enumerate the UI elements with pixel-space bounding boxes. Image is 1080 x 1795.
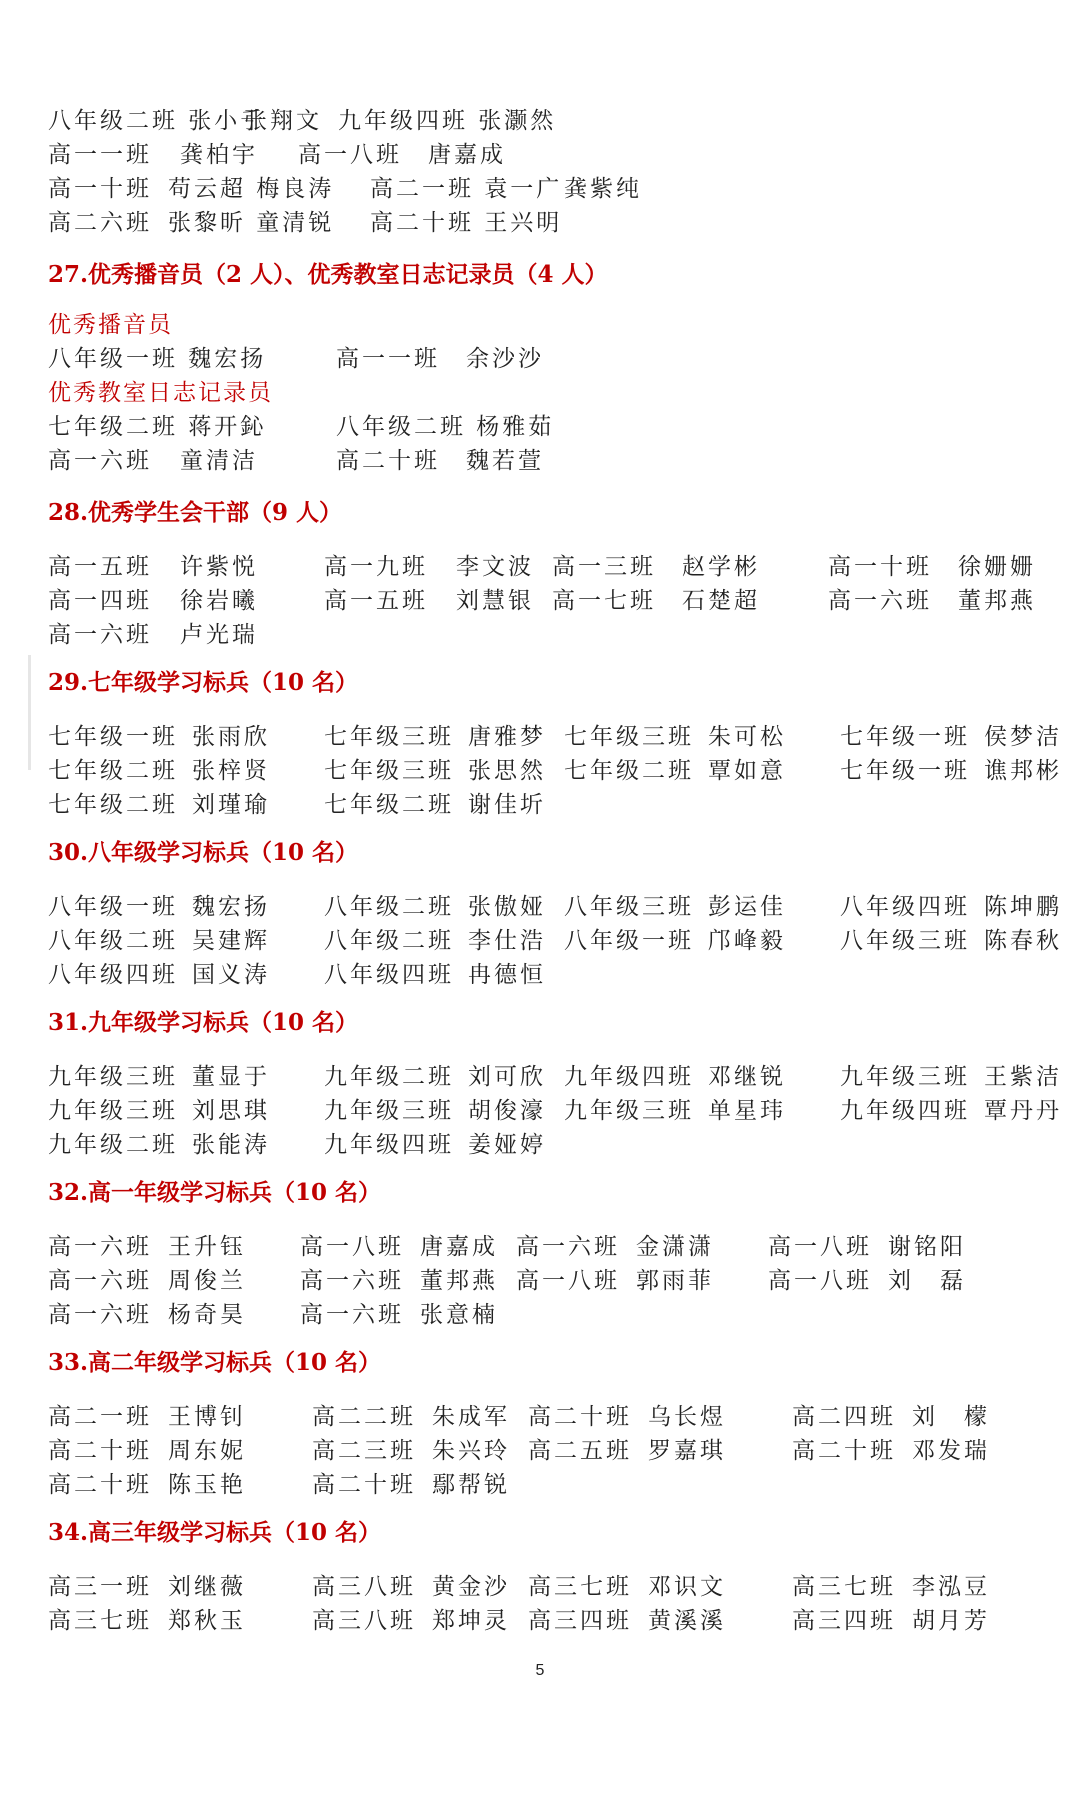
- class-label: 九年级四班: [840, 1098, 970, 1124]
- student-name: 侯梦洁: [984, 724, 1062, 750]
- list-row: [48, 1060, 1062, 1094]
- class-label: 七年级三班: [324, 724, 454, 750]
- student-name: 张能涛: [192, 1132, 270, 1158]
- student-name: 周东妮: [168, 1438, 246, 1464]
- class-name-entry: 七年级二班 蒋开鈊: [48, 414, 267, 440]
- student-name: 刘慧银: [456, 588, 534, 614]
- class-label: 九年级四班: [564, 1064, 694, 1090]
- class-label: 高二一班: [48, 1404, 152, 1430]
- student-name: 朱成军: [432, 1404, 510, 1430]
- student-name: 郑秋玉: [168, 1608, 246, 1634]
- section-33: [48, 1346, 990, 1502]
- class-label: 九年级三班: [324, 1098, 454, 1124]
- class-label: 高二十班: [792, 1438, 896, 1464]
- list-row: [48, 444, 608, 478]
- class-label: 高一十班: [828, 554, 932, 580]
- section-34: [48, 1516, 990, 1638]
- class-label: 高二五班: [528, 1438, 632, 1464]
- subheading-log-recorder: 优秀教室日志记录员: [48, 380, 273, 406]
- list-row: [48, 1604, 990, 1638]
- class-label: 八年级三班: [564, 894, 694, 920]
- class-label: 九年级三班: [564, 1098, 694, 1124]
- section-title: 28.优秀学生会干部（9 人）: [48, 499, 343, 526]
- class-label: 高一六班: [516, 1234, 620, 1260]
- student-name: 谢铭阳: [888, 1234, 966, 1260]
- student-name: 单星玮: [708, 1098, 786, 1124]
- page-number: 5: [535, 1662, 545, 1679]
- class-label: 高一六班: [300, 1302, 404, 1328]
- student-name: 许紫悦: [180, 554, 258, 580]
- class-name-entry: 高二十班 王兴明: [370, 210, 563, 236]
- list-row: [48, 410, 608, 444]
- class-label: 七年级二班: [48, 758, 178, 784]
- class-label: 高一六班: [300, 1268, 404, 1294]
- class-label: 高三四班: [792, 1608, 896, 1634]
- student-name: 陈春秋: [984, 928, 1062, 954]
- class-label: 高一六班: [48, 1234, 152, 1260]
- class-label: 高二十班: [528, 1404, 632, 1430]
- student-name: 苟云超 梅良涛: [168, 176, 335, 202]
- list-row: [48, 1128, 546, 1162]
- student-name: 余沙沙: [466, 346, 544, 372]
- section-29: [48, 666, 1062, 822]
- class-label: 九年级二班: [324, 1064, 454, 1090]
- section-30: [48, 836, 1062, 992]
- student-name: 陈坤鹏: [984, 894, 1062, 920]
- student-name: 徐岩曦: [180, 588, 258, 614]
- student-name: 乌长煜: [648, 1404, 726, 1430]
- list-row: [48, 1570, 990, 1604]
- class-label: 九年级三班: [840, 1064, 970, 1090]
- class-label: 九年级二班: [48, 1132, 178, 1158]
- list-row: [48, 1468, 510, 1502]
- list-row: [48, 342, 608, 376]
- student-name: 石楚超: [682, 588, 760, 614]
- list-row: [48, 1230, 966, 1264]
- class-label: 高三七班: [528, 1574, 632, 1600]
- student-name: 邓发瑞: [912, 1438, 990, 1464]
- list-row: [48, 890, 1062, 924]
- class-label: 八年级四班: [48, 962, 178, 988]
- student-name: 张意楠: [420, 1302, 498, 1328]
- class-label: 高一五班: [48, 554, 152, 580]
- student-name: 刘瑾瑜: [192, 792, 270, 818]
- class-name-entry: 八年级二班 张小千: [48, 108, 267, 134]
- list-row: [48, 1094, 1062, 1128]
- class-label: 七年级三班: [324, 758, 454, 784]
- student-name: 刘 檬: [912, 1404, 990, 1430]
- student-name: 邓继锐: [708, 1064, 786, 1090]
- class-label: 高一八班: [768, 1234, 872, 1260]
- class-label: 高一十班: [48, 176, 152, 202]
- class-label: 八年级二班: [324, 894, 454, 920]
- class-label: 高二十班: [48, 1438, 152, 1464]
- class-label: 高一八班: [768, 1268, 872, 1294]
- student-name: 李泓豆: [912, 1574, 990, 1600]
- list-row: [48, 788, 546, 822]
- section-28: [48, 496, 1036, 652]
- student-name: 张翔文: [244, 108, 322, 134]
- class-label: 高一六班: [828, 588, 932, 614]
- class-label: 八年级四班: [324, 962, 454, 988]
- student-name: 覃如意: [708, 758, 786, 784]
- class-label: 九年级四班: [324, 1132, 454, 1158]
- student-name: 覃丹丹: [984, 1098, 1062, 1124]
- student-name: 胡俊濠: [468, 1098, 546, 1124]
- student-name: 谯邦彬: [984, 758, 1062, 784]
- class-label: 高一五班: [324, 588, 428, 614]
- list-row: [48, 618, 342, 652]
- student-name: 董显于: [192, 1064, 270, 1090]
- student-name: 刘可欣: [468, 1064, 546, 1090]
- list-row: [48, 550, 1036, 584]
- class-label: 七年级三班: [564, 724, 694, 750]
- section-title: 34.高三年级学习标兵（10 名）: [48, 1519, 382, 1546]
- student-name: 冉德恒: [468, 962, 546, 988]
- list-row: [48, 584, 1036, 618]
- list-row: [48, 1264, 966, 1298]
- student-name: 王升钰: [168, 1234, 246, 1260]
- section-title: 32.高一年级学习标兵（10 名）: [48, 1179, 382, 1206]
- student-name: 吴建辉: [192, 928, 270, 954]
- class-name-entry: 八年级二班 杨雅茹: [336, 414, 555, 440]
- class-label: 高一八班: [516, 1268, 620, 1294]
- student-name: 龚柏宇: [180, 142, 258, 168]
- list-row: [48, 1434, 990, 1468]
- student-name: 杨奇昊: [168, 1302, 246, 1328]
- class-label: 高二四班: [792, 1404, 896, 1430]
- class-label: 九年级三班: [48, 1098, 178, 1124]
- class-label: 高二六班: [48, 210, 152, 236]
- student-name: 赵学彬: [682, 554, 760, 580]
- student-name: 朱可松: [708, 724, 786, 750]
- student-name: 陈玉艳: [168, 1472, 246, 1498]
- class-label: 八年级一班: [564, 928, 694, 954]
- class-label: 八年级一班: [48, 894, 178, 920]
- class-label: 高一九班: [324, 554, 428, 580]
- class-label: 高三七班: [792, 1574, 896, 1600]
- list-row: [48, 720, 1062, 754]
- student-name: 王紫洁: [984, 1064, 1062, 1090]
- student-name: 刘 磊: [888, 1268, 966, 1294]
- section-31: [48, 1006, 1062, 1162]
- student-name: 周俊兰: [168, 1268, 246, 1294]
- class-label: 高一一班: [48, 142, 152, 168]
- student-name: 黄溪溪: [648, 1608, 726, 1634]
- section-title: 33.高二年级学习标兵（10 名）: [48, 1349, 382, 1376]
- student-name: 魏宏扬: [192, 894, 270, 920]
- class-label: 高一六班: [48, 622, 152, 648]
- student-name: 魏若萱: [466, 448, 544, 474]
- class-name-entry: 高二一班 袁一广: [370, 176, 563, 202]
- student-name: 罗嘉琪: [648, 1438, 726, 1464]
- class-label: 七年级一班: [48, 724, 178, 750]
- class-label: 七年级二班: [564, 758, 694, 784]
- class-label: 八年级二班: [324, 928, 454, 954]
- student-name: 李文波: [456, 554, 534, 580]
- student-name: 刘继薇: [168, 1574, 246, 1600]
- student-name: 王博钊: [168, 1404, 246, 1430]
- class-name-entry: 九年级四班 张灏然: [338, 108, 557, 134]
- section-title: 30.八年级学习标兵（10 名）: [48, 839, 359, 866]
- student-name: 胡月芳: [912, 1608, 990, 1634]
- student-name: 唐雅梦: [468, 724, 546, 750]
- class-label: 高一四班: [48, 588, 152, 614]
- section-title: 29.七年级学习标兵（10 名）: [48, 669, 359, 696]
- subheading-announcer: 优秀播音员: [48, 312, 173, 338]
- class-label: 高一六班: [48, 448, 152, 474]
- student-name: 张思然: [468, 758, 546, 784]
- class-name-entry: 八年级一班 魏宏扬: [48, 346, 267, 372]
- class-label: 高一七班: [552, 588, 656, 614]
- student-name: 卢光瑞: [180, 622, 258, 648]
- student-name: 龚紫纯: [564, 176, 642, 202]
- student-name: 郭雨菲: [636, 1268, 714, 1294]
- student-name: 徐姗姗: [958, 554, 1036, 580]
- class-label: 高二十班: [336, 448, 440, 474]
- student-name: 彭运佳: [708, 894, 786, 920]
- student-name: 唐嘉成: [428, 142, 506, 168]
- class-label: 七年级一班: [840, 724, 970, 750]
- class-label: 高一一班: [336, 346, 440, 372]
- student-name: 张黎昕 童清锐: [168, 210, 335, 236]
- student-name: 黄金沙: [432, 1574, 510, 1600]
- margin-mark: [28, 655, 31, 770]
- student-name: 张雨欣: [192, 724, 270, 750]
- class-label: 高二十班: [48, 1472, 152, 1498]
- list-row: [48, 924, 1062, 958]
- class-label: 高一三班: [552, 554, 656, 580]
- class-label: 高二三班: [312, 1438, 416, 1464]
- student-name: 董邦燕: [958, 588, 1036, 614]
- student-name: 唐嘉成: [420, 1234, 498, 1260]
- student-name: 姜娅婷: [468, 1132, 546, 1158]
- class-label: 七年级二班: [48, 792, 178, 818]
- student-name: 童清洁: [180, 448, 258, 474]
- class-label: 高二十班: [312, 1472, 416, 1498]
- class-label: 七年级二班: [324, 792, 454, 818]
- class-label: 高二二班: [312, 1404, 416, 1430]
- section-title: 27.优秀播音员（2 人）、优秀教室日志记录员（4 人）: [48, 261, 608, 288]
- student-name: 国义涛: [192, 962, 270, 988]
- class-label: 高一六班: [48, 1302, 152, 1328]
- student-name: 郑坤灵: [432, 1608, 510, 1634]
- student-name: 邝峰毅: [708, 928, 786, 954]
- class-label: 高三七班: [48, 1608, 152, 1634]
- class-label: 高一八班: [298, 142, 402, 168]
- student-name: 李仕浩: [468, 928, 546, 954]
- student-name: 张梓贤: [192, 758, 270, 784]
- class-label: 八年级二班: [48, 928, 178, 954]
- class-label: 高三一班: [48, 1574, 152, 1600]
- class-label: 高三八班: [312, 1574, 416, 1600]
- list-row: [48, 1400, 990, 1434]
- section-32: [48, 1176, 966, 1332]
- student-name: 鄢帮锐: [432, 1472, 510, 1498]
- student-name: 刘思琪: [192, 1098, 270, 1124]
- class-label: 九年级三班: [48, 1064, 178, 1090]
- class-label: 高一八班: [300, 1234, 404, 1260]
- list-row: [48, 1298, 498, 1332]
- student-name: 朱兴玲: [432, 1438, 510, 1464]
- class-label: 八年级四班: [840, 894, 970, 920]
- class-label: 八年级三班: [840, 928, 970, 954]
- section-27: [48, 258, 608, 478]
- section-title: 31.九年级学习标兵（10 名）: [48, 1009, 359, 1036]
- class-label: 高三八班: [312, 1608, 416, 1634]
- student-name: 邓识文: [648, 1574, 726, 1600]
- student-name: 谢佳圻: [468, 792, 546, 818]
- list-row: [48, 754, 1062, 788]
- class-label: 七年级一班: [840, 758, 970, 784]
- student-name: 金潇潇: [636, 1234, 714, 1260]
- student-name: 董邦燕: [420, 1268, 498, 1294]
- student-name: 张傲娅: [468, 894, 546, 920]
- list-row: [48, 958, 546, 992]
- class-label: 高一六班: [48, 1268, 152, 1294]
- class-label: 高三四班: [528, 1608, 632, 1634]
